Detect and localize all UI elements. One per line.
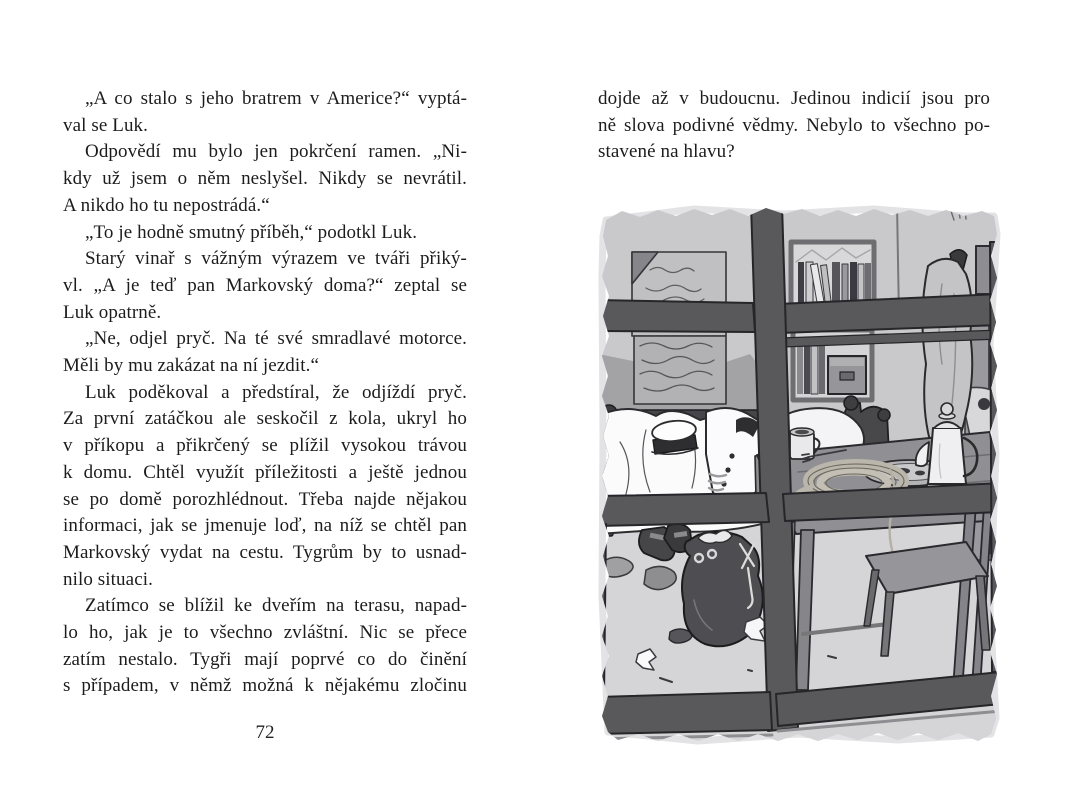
page-number: 72 [255,722,275,743]
text-line: k domu. Chtěl využít příležitosti a ještě jednou [63,461,467,483]
text-line: v příkopu a přikrčený se plížil vysokou trávou [63,435,467,457]
text-line: val se Luk. [63,114,148,136]
right-page-text [598,86,990,166]
small-case [828,356,866,394]
text-line: dojde až v budoucnu. Jedinou indicií jsou pro [598,88,990,109]
text-line: „To je hodně smutný příběh,“ podotkl Luk. [85,221,418,243]
text-line: ně slova podivné vědmy. Nebylo to všechno po- [598,114,990,136]
muntin-mid-left [598,493,769,526]
text-line: stavené na hlavu? [598,141,735,163]
text-line: „A co stalo s jeho bratrem v Americe?“ vyptá- [85,88,467,109]
text-line: se po domě porozhlédnout. Třeba najde nějakou [63,488,467,510]
text-line: kdy už jsem o něm neslyšel. Nikdy se nevrátil. [63,168,467,190]
text-line: A nikdo ho tu nepostrádá.“ [63,194,270,216]
text-line: s případem, v němž možná k nějakému zločinu [63,675,467,697]
text-line: Měli by mu zakázat na ní jezdit.“ [63,355,320,377]
text-line: Luk opatrně. [63,301,162,323]
text-line: zatím nestalo. Tygři mají poprvé co do činění [63,648,467,670]
frame-bottom-left [598,692,772,734]
text-line: lo ho, jak je to všechno zvláštní. Nic se přece [63,622,467,644]
left-page-text [63,86,467,700]
text-line: nilo situaci. [63,568,153,590]
muntin-top-left [598,300,755,332]
text-line: Zatímco se blížil ke dveřím na terasu, napad- [85,595,467,617]
text-line: Markovský vydat na cestu. Tygrům by to usnad- [63,541,467,563]
text-line: vl. „A je teď pan Markovský doma?“ zeptal se [63,274,467,296]
room-through-window-illustration [598,204,1001,747]
text-line: informaci, jak se jmenuje loď, na níž se chtěl pan [63,515,467,537]
text-line: Za první zatáčkou ale seskočil z kola, ukryl ho [63,408,467,430]
text-line: „Ne, odjel pryč. Na té své smradlavé motorce. [85,328,467,350]
text-line: Starý vinař s vážným výrazem ve tváři přiký- [85,248,467,270]
text-line: Odpovědí mu bylo jen pokrčení ramen. „Ni- [85,141,467,163]
book-illustration [598,204,1001,747]
text-line: Luk poděkoval a předstíral, že odjíždí pryč. [85,381,467,403]
